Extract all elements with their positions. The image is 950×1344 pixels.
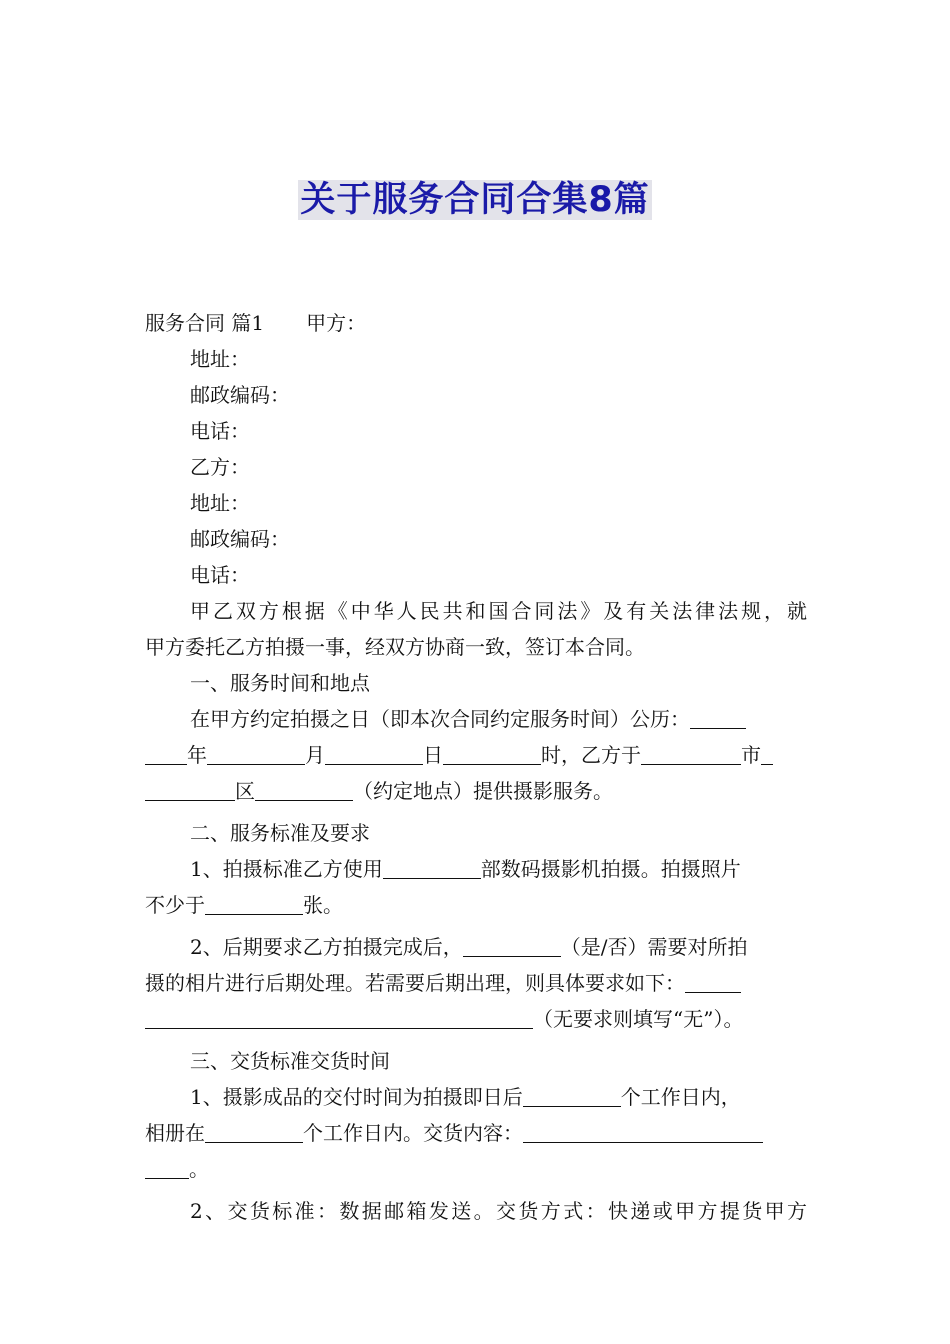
city-label: 市 bbox=[741, 743, 761, 767]
document-body bbox=[145, 305, 807, 1229]
photo-count-text: 不少于 bbox=[145, 893, 205, 917]
post-processing-text: 2、后期要求乙方拍摄完成后， bbox=[190, 935, 463, 959]
location-blank bbox=[255, 778, 353, 801]
heading-line bbox=[145, 305, 807, 341]
delivery-days-blank bbox=[523, 1084, 621, 1107]
delivery-content-blank-part-2 bbox=[145, 1156, 189, 1179]
section-3-item-2-line-1: 2、交货标准：数据邮箱发送。交货方式：快递或甲方提货甲方 bbox=[190, 1199, 807, 1223]
photo-count-blank bbox=[205, 892, 303, 915]
camera-count-text: 1、拍摄标准乙方使用 bbox=[190, 857, 383, 881]
district-blank-part-2 bbox=[145, 778, 235, 801]
delivery-content-text: 个工作日内。交货内容： bbox=[303, 1121, 523, 1145]
district-label: 区 bbox=[235, 779, 255, 803]
section-3-item-1-line-3 bbox=[145, 1151, 807, 1187]
delivery-content-blank-part-1 bbox=[523, 1120, 763, 1143]
location-tail: （约定地点）提供摄影服务。 bbox=[353, 779, 613, 803]
photo-count-tail: 张。 bbox=[303, 893, 343, 917]
document-title bbox=[0, 172, 950, 228]
party-a-postcode: 邮政编码： bbox=[190, 383, 290, 407]
requirements-blank-part-1 bbox=[685, 970, 741, 993]
section-1-title: 一、服务时间和地点 bbox=[190, 671, 370, 695]
day-label: 日 bbox=[423, 743, 443, 767]
party-b-label: 乙方： bbox=[190, 455, 250, 479]
section-3-title: 三、交货标准交货时间 bbox=[190, 1049, 390, 1073]
camera-count-blank bbox=[383, 856, 481, 879]
section-2-item-2-line-2 bbox=[145, 965, 807, 1001]
year-blank-part-1 bbox=[690, 706, 746, 729]
hour-blank bbox=[443, 742, 541, 765]
album-text: 相册在 bbox=[145, 1121, 205, 1145]
district-blank-part-1 bbox=[761, 742, 773, 765]
section-1-line-2 bbox=[145, 737, 807, 773]
party-b-address: 地址： bbox=[190, 491, 250, 515]
contract-part-heading: 服务合同 篇1 bbox=[145, 311, 265, 335]
section-2-item-2-line-1 bbox=[145, 929, 807, 965]
requirements-tail: （无要求则填写“无”）。 bbox=[533, 1007, 744, 1031]
year-label: 年 bbox=[187, 743, 207, 767]
post-processing-blank bbox=[463, 934, 561, 957]
delivery-time-text: 1、摄影成品的交付时间为拍摄即日后 bbox=[190, 1085, 523, 1109]
section-3-item-1-line-2 bbox=[145, 1115, 807, 1151]
section-3-item-1-line-1 bbox=[145, 1079, 807, 1115]
camera-count-tail: 部数码摄影机拍摄。拍摄照片 bbox=[480, 857, 741, 881]
service-date-text: 在甲方约定拍摄之日（即本次合同约定服务时间）公历： bbox=[190, 707, 690, 731]
album-days-blank bbox=[205, 1120, 303, 1143]
party-b-phone: 电话： bbox=[190, 563, 250, 587]
party-a-label: 甲方： bbox=[306, 311, 367, 335]
hour-label: 时，乙方于 bbox=[541, 743, 641, 767]
section-2-item-1-line-1 bbox=[145, 851, 807, 887]
requirements-text: 摄的相片进行后期处理。若需要后期出理，则具体要求如下： bbox=[145, 971, 685, 995]
section-1-line-3 bbox=[145, 773, 807, 809]
delivery-days-tail: 个工作日内， bbox=[620, 1085, 741, 1109]
party-a-address: 地址： bbox=[190, 347, 250, 371]
month-label: 月 bbox=[305, 743, 325, 767]
section-2-title: 二、服务标准及要求 bbox=[190, 821, 370, 845]
intro-paragraph-line-2: 甲方委托乙方拍摄一事，经双方协商一致，签订本合同。 bbox=[145, 635, 645, 659]
day-blank bbox=[325, 742, 423, 765]
year-blank-part-2 bbox=[145, 742, 187, 765]
document-title-text: 关于服务合同合集8篇 bbox=[300, 180, 650, 220]
requirements-blank-part-2 bbox=[145, 1006, 533, 1029]
intro-paragraph-line-1: 甲乙双方根据《中华人民共和国合同法》及有关法律法规，就 bbox=[190, 599, 807, 623]
section-1-line-1 bbox=[145, 701, 807, 737]
party-a-phone: 电话： bbox=[190, 419, 250, 443]
city-blank bbox=[641, 742, 741, 765]
post-processing-tail: （是/否）需要对所拍 bbox=[560, 935, 748, 959]
month-blank bbox=[207, 742, 305, 765]
section-2-item-1-line-2 bbox=[145, 887, 807, 923]
section-2-item-2-line-3 bbox=[145, 1001, 807, 1037]
delivery-content-tail: 。 bbox=[189, 1157, 209, 1181]
party-b-postcode: 邮政编码： bbox=[190, 527, 290, 551]
